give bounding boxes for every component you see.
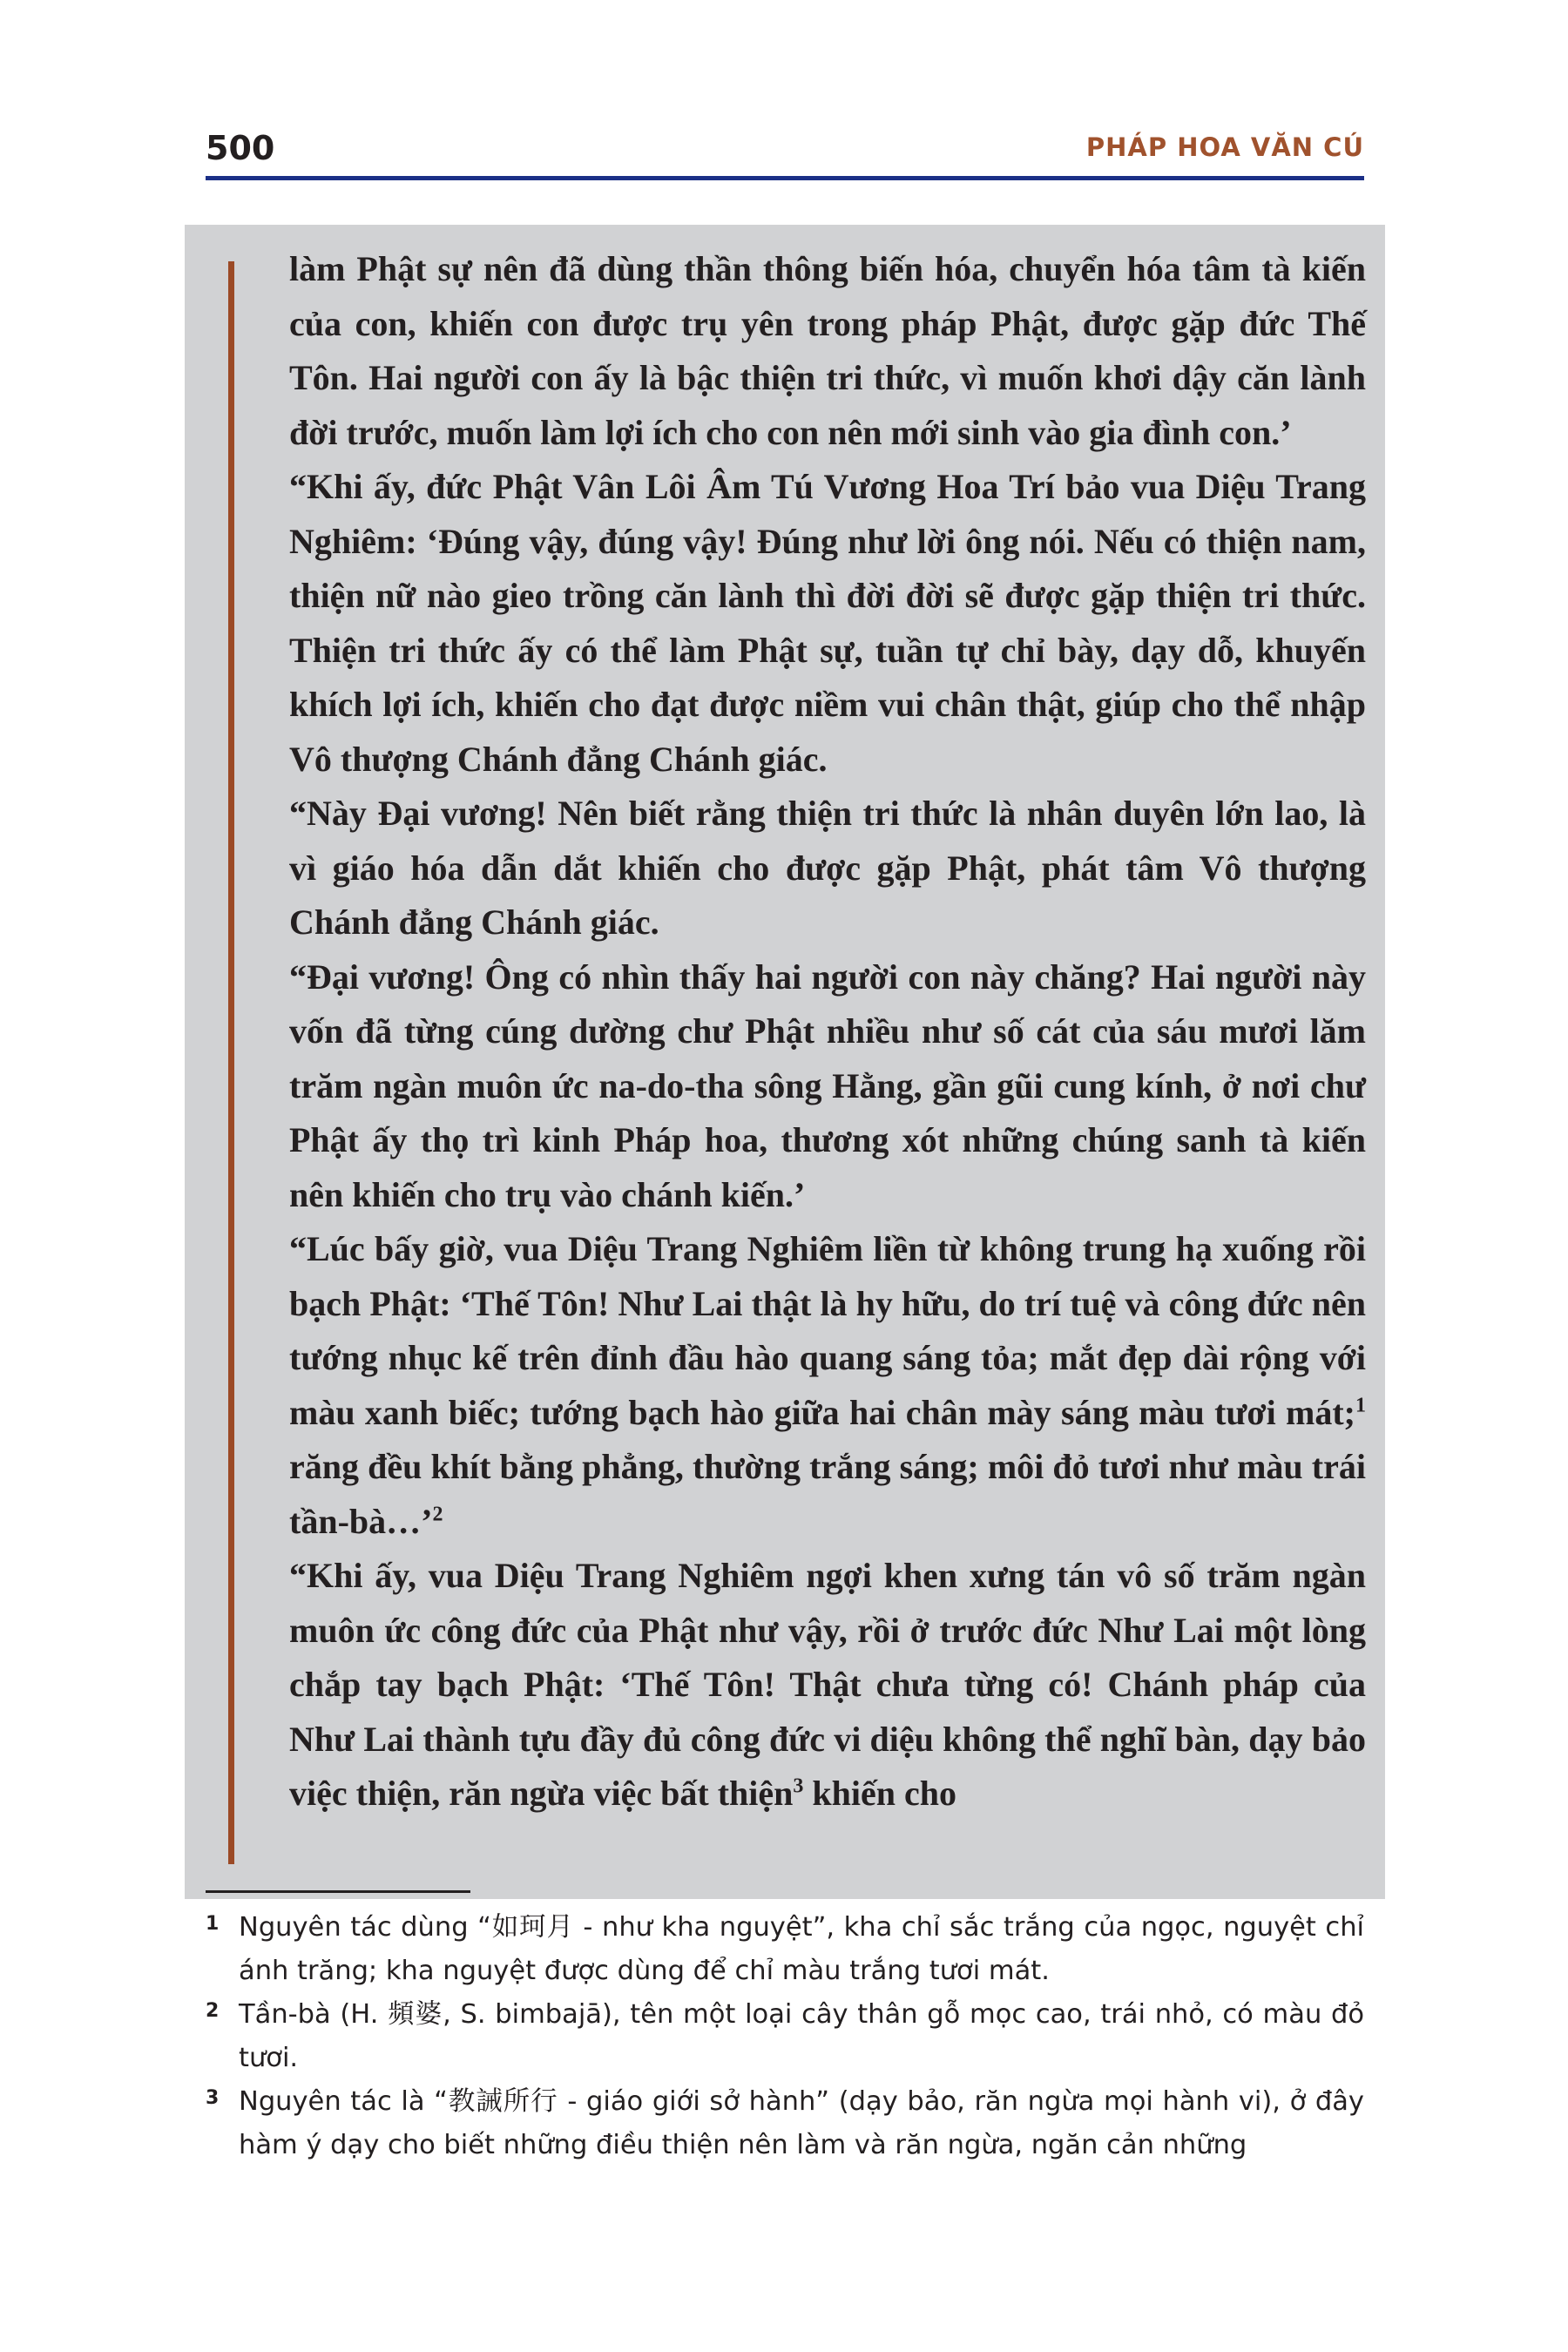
footnote-text: Tần-bà (H. 頻婆, S. bimbajā), tên một loại cây thân gỗ mọc cao, trái nhỏ, có màu đỏ tươi.: [239, 1999, 1364, 2073]
quote-paragraph: “Đại vương! Ông có nhìn thấy hai người con này chăng? Hai người này vốn đã từng cúng dường chư Phật nhiều như số cát của sáu mươi lăm trăm ngàn muôn ức na-do-tha sông Hằng, gần gũi cung kính, ở nơi chư Phật ấy thọ trì kinh Pháp hoa, thương xót những chúng sanh tà kiến nên khiến cho trụ vào chánh kiến.’: [289, 956, 1366, 1214]
quote-paragraph: làm Phật sự nên đã dùng thần thông biến hóa, chuyển hóa tâm tà kiến của con, khiến con được trụ yên trong pháp Phật, được gặp đức Thế Tôn. Hai người con ấy là bậc thiện tri thức, vì muốn khơi dậy căn lành đời trước, muốn làm lợi ích cho con nên mới sinh vào gia đình con.’: [289, 249, 1366, 452]
running-title: PHÁP HOA VĂN CÚ: [1085, 132, 1364, 162]
quote-bar: [228, 261, 234, 1864]
footnote-mark: 3: [206, 2087, 220, 2109]
quote-text-run: “Lúc bấy giờ, vua Diệu Trang Nghiêm liền từ không trung hạ xuống rồi bạch Phật: ‘Thế Tôn! Như Lai thật là hy hữu, do trí tuệ và công đức nên tướng nhục kế trên đỉnh đầu hào quang sáng tỏa; mắt đẹp dài rộng với màu xanh biếc; tướng bạch hào giữa hai chân mày sáng màu tươi mát;: [289, 1229, 1366, 1432]
header-rule: [206, 176, 1364, 180]
quote-paragraph: “Khi ấy, đức Phật Vân Lôi Âm Tú Vương Hoa Trí bảo vua Diệu Trang Nghiêm: ‘Đúng vậy, đúng vậy! Đúng như lời ông nói. Nếu có thiện nam, thiện nữ nào gieo trồng căn lành thì đời đời sẽ được gặp thiện tri thức. Thiện tri thức ấy có thể làm Phật sự, tuần tự chỉ bày, dạy dỗ, khuyến khích lợi ích, khiến cho đạt được niềm vui chân thật, giúp cho thể nhập Vô thượng Chánh đẳng Chánh giác.: [289, 467, 1366, 779]
quote-text-run: “Khi ấy, vua Diệu Trang Nghiêm ngợi khen xưng tán vô số trăm ngàn muôn ức công đức của Phật như vậy, rồi ở trước đức Như Lai một lòng chắp tay bạch Phật: ‘Thế Tôn! Thật chưa từng có! Chánh pháp của Như Lai thành tựu đầy đủ công đức vi diệu không thể nghĩ bàn, dạy bảo việc thiện, răn ngừa việc bất thiện: [289, 1556, 1366, 1813]
footnotes: [206, 1906, 1364, 2167]
footnote-rule: [206, 1890, 470, 1893]
quote-text-run: khiến cho: [803, 1774, 957, 1813]
footnote: [206, 1906, 1364, 1993]
footnote-mark: 1: [206, 1913, 220, 1935]
footnote: [206, 2080, 1364, 2167]
footnote: [206, 1993, 1364, 2080]
quote-paragraph: “Này Đại vương! Nên biết rằng thiện tri thức là nhân duyên lớn lao, là vì giáo hóa dẫn dắt khiến cho được gặp Phật, phát tâm Vô thượng Chánh đẳng Chánh giác.: [289, 794, 1366, 942]
quote-paragraph: [289, 1222, 1366, 1549]
quote-paragraph: [289, 1549, 1366, 1821]
footnote-ref[interactable]: 2: [432, 1503, 443, 1526]
quote-block: [185, 225, 1385, 1899]
footnote-text: Nguyên tác dùng “如珂月 - như kha nguyệt”, kha chỉ sắc trắng của ngọc, nguyệt chỉ ánh trăng; kha nguyệt được dùng để chỉ màu trắng tươi mát.: [239, 1912, 1364, 1986]
footnote-text: Nguyên tác là “教誡所行 - giáo giới sở hành” (dạy bảo, răn ngừa mọi hành vi), ở đây hàm ý dạy cho biết những điều thiện nên làm và răn ngừa, ngăn cản những: [239, 2086, 1364, 2160]
page-header: [206, 122, 1364, 174]
footnote-ref[interactable]: 1: [1355, 1394, 1366, 1417]
footnote-mark: 2: [206, 2000, 220, 2022]
quote-text: [289, 242, 1366, 1821]
footnote-ref[interactable]: 3: [793, 1774, 804, 1798]
page-number: 500: [206, 129, 275, 167]
quote-text-run: răng đều khít bằng phẳng, thường trắng sáng; môi đỏ tươi như màu trái tần-bà…’: [289, 1447, 1366, 1541]
